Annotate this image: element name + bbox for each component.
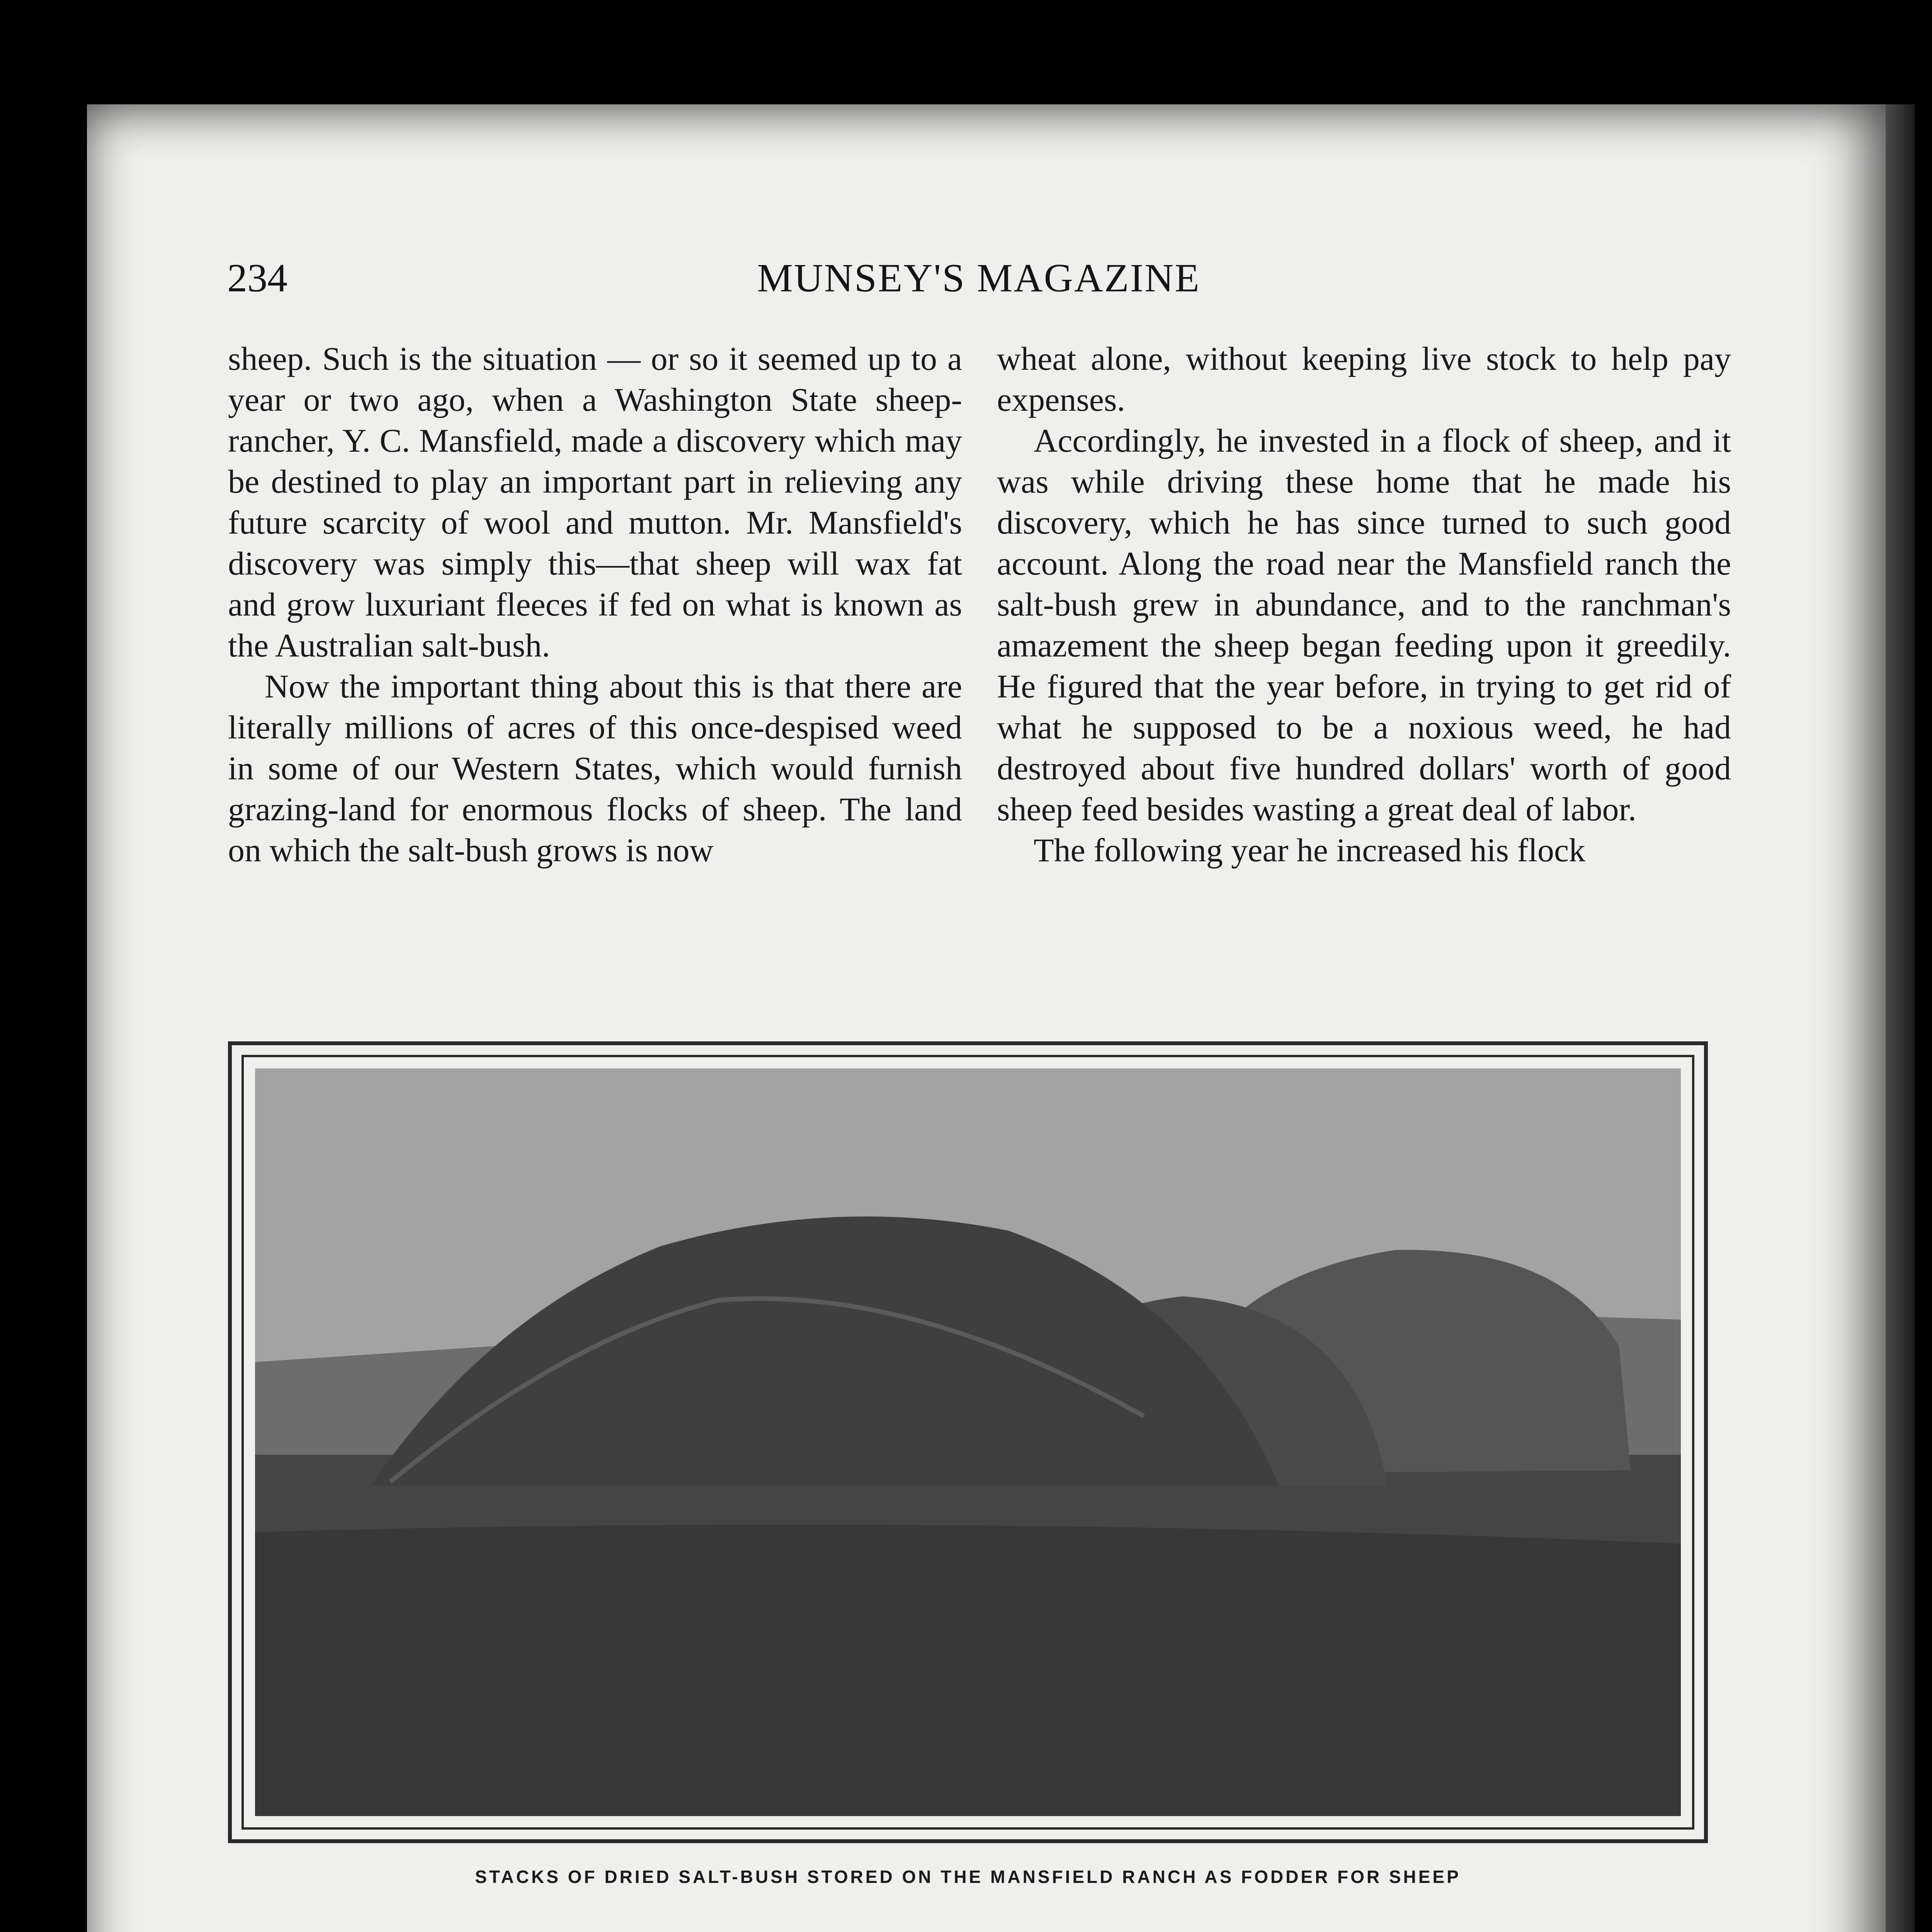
running-head: MUNSEY'S MAGAZINE xyxy=(757,256,1201,300)
page-gutter-shadow xyxy=(1886,104,1915,1932)
top-right-column xyxy=(997,338,1731,871)
page-header xyxy=(227,255,1730,305)
paragraph: wheat alone, without keeping live stock to help pay expenses. xyxy=(997,340,1731,418)
top-left-column xyxy=(228,338,962,871)
figure-frame xyxy=(228,1041,1708,1843)
paragraph: The following year he increased his flock xyxy=(1034,832,1586,869)
paragraph: Accordingly, he invested in a flock of sheep, and it was while driving these home that he made his discovery, which he has since turned to such good account. Along the road near the Mansfield ranch the salt-bush grew in abundance, and to the ranchman's amazement the sheep began feeding upon it greedily. He figured that the year before, in trying to get rid of what he supposed to be a noxious weed, he had destroyed about five hundred dollars' worth of good sheep feed besides wasting a great deal of labor. xyxy=(997,422,1731,828)
figure-caption: STACKS OF DRIED SALT-BUSH STORED ON THE MANSFIELD RANCH AS FODDER FOR SHEEP xyxy=(475,1867,1461,1887)
page-number: 234 xyxy=(227,256,287,300)
haystack-photo xyxy=(255,1068,1681,1816)
paragraph: Now the important thing about this is that there are literally millions of acres of this once-despised weed in some of our Western States, which would furnish grazing-land for enormous flocks of sheep. The land on which the salt-bush grows is now xyxy=(228,668,962,869)
paragraph: sheep. Such is the situation — or so it seemed up to a year or two ago, when a Washington State sheep-rancher, Y. C. Mansfield, made a discovery which may be destined to play an important part in relieving any future scarcity of wool and mutton. Mr. Mansfield's discovery was simply this—that sheep will wax fat and grow luxuriant fleeces if fed on what is known as the Australian salt-bush. xyxy=(228,340,962,664)
haystack-photo-illustration xyxy=(255,1068,1681,1816)
